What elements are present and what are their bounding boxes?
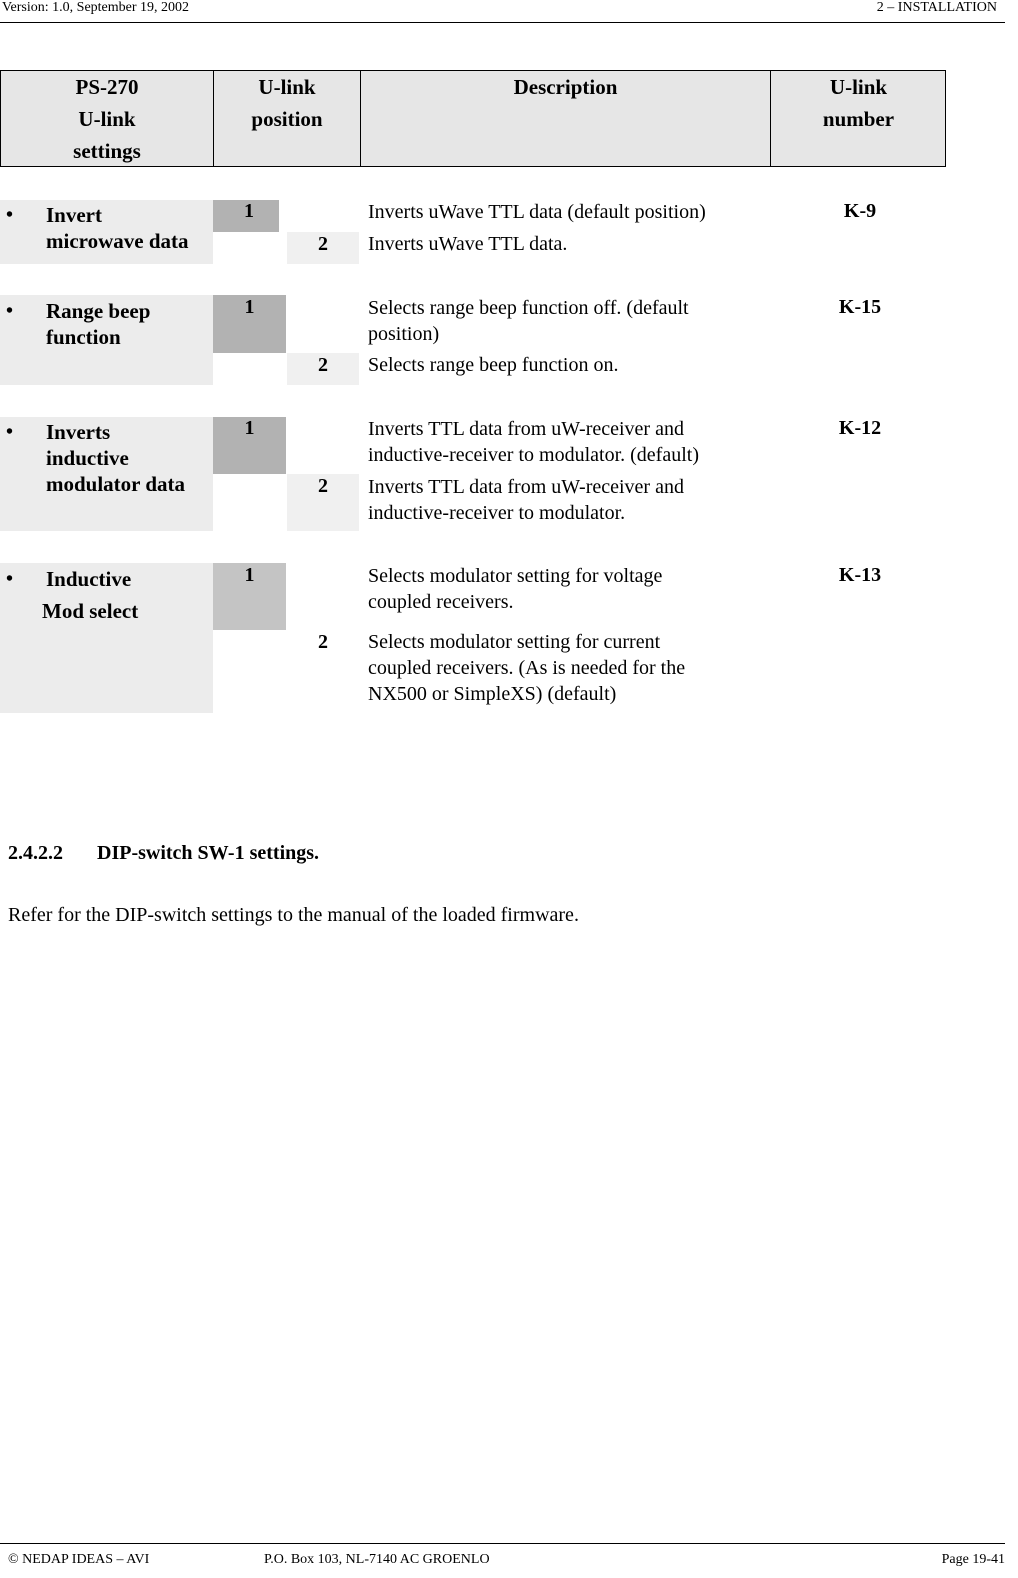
bullet-icon: • <box>6 421 14 443</box>
ulink-number: K-15 <box>838 296 882 318</box>
position-2-label: 2 <box>318 354 328 376</box>
page-header <box>0 0 1005 23</box>
header-line: U-link <box>829 75 888 99</box>
header-line: U-link <box>258 75 316 99</box>
label-line: Range beep <box>46 299 151 323</box>
page-footer <box>0 1543 1005 1578</box>
position-1-label: 1 <box>244 296 255 318</box>
bullet-icon: • <box>6 568 14 590</box>
label-line: Mod select <box>42 599 139 623</box>
position-2-label: 2 <box>318 233 328 255</box>
bullet-icon: • <box>6 300 14 322</box>
ulink-number: K-13 <box>838 564 882 586</box>
header-line: number <box>822 107 895 131</box>
col-description-header <box>361 71 771 166</box>
description-1: Selects range beep function off. (default position) <box>368 297 689 345</box>
label-line: microwave data <box>46 229 189 253</box>
position-1-label: 1 <box>244 417 255 439</box>
footer-address: P.O. Box 103, NL-7140 AC GROENLO <box>264 1552 490 1567</box>
label-text <box>46 566 131 592</box>
header-line: U-link <box>78 107 136 131</box>
header-line: PS-270 <box>75 75 139 99</box>
chapter-title: 2 – INSTALLATION <box>876 0 997 15</box>
label-line: Invert <box>46 203 102 227</box>
header-line: position <box>251 107 323 131</box>
label-line: inductive <box>46 446 129 470</box>
header-line: settings <box>73 139 141 163</box>
footer-page-number: Page 19-41 <box>941 1552 1005 1567</box>
table-header <box>0 70 946 167</box>
position-1-label: 1 <box>244 200 254 222</box>
bullet-icon: • <box>6 204 14 226</box>
label-line: Inverts <box>46 420 111 444</box>
col-position-header <box>214 71 361 166</box>
description-2: Selects modulator setting for current coupled receivers. (As is needed for the NX500 or SimpleXS) (default) <box>368 631 686 705</box>
position-2-label: 2 <box>318 631 328 653</box>
label-text <box>46 298 150 350</box>
position-1-label: 1 <box>244 564 255 586</box>
footer-company: © NEDAP IDEAS – AVI <box>8 1552 150 1567</box>
label-text <box>46 419 185 497</box>
position-2-label: 2 <box>318 475 328 497</box>
col-settings-header <box>1 71 214 166</box>
label-text <box>46 202 189 254</box>
description-2: Inverts uWave TTL data. <box>368 233 568 255</box>
description-1: Selects modulator setting for voltage coupled receivers. <box>368 565 663 613</box>
header-line: Description <box>513 75 618 99</box>
label-line: function <box>46 325 121 349</box>
version-text: Version: 1.0, September 19, 2002 <box>2 0 190 15</box>
description-2: Selects range beep function on. <box>368 354 619 376</box>
section-heading <box>8 842 319 865</box>
ulink-number: K-12 <box>838 417 882 439</box>
description-1: Inverts uWave TTL data (default position) <box>368 201 706 223</box>
label-line: modulator data <box>46 472 186 496</box>
body-paragraph: Refer for the DIP-switch settings to the manual of the loaded firmware. <box>8 904 579 926</box>
section-number: 2.4.2.2 <box>8 842 63 864</box>
description-2: Inverts TTL data from uW-receiver and inductive-receiver to modulator. <box>368 476 684 524</box>
description-1: Inverts TTL data from uW-receiver and inductive-receiver to modulator. (default) <box>368 418 699 466</box>
ulink-number: K-9 <box>843 200 877 222</box>
section-title: DIP-switch SW-1 settings. <box>97 842 320 864</box>
col-number-header <box>771 71 946 166</box>
label-line: Inductive <box>46 567 132 591</box>
